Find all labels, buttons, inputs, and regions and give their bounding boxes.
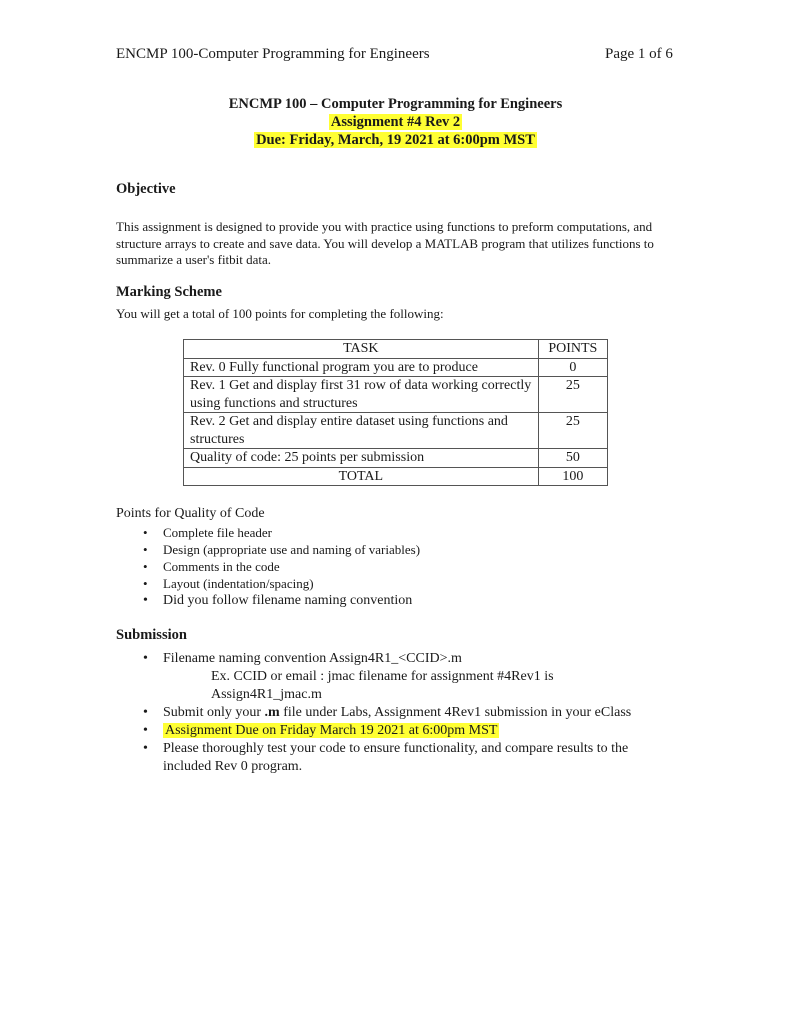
task-cell: Rev. 0 Fully functional program you are to produce bbox=[184, 358, 539, 377]
marking-intro: You will get a total of 100 points for completing the following: bbox=[116, 306, 444, 321]
quality-list bbox=[143, 524, 420, 609]
col-points: POINTS bbox=[538, 340, 607, 359]
col-task: TASK bbox=[184, 340, 539, 359]
total-value: 100 bbox=[538, 467, 607, 486]
table-row bbox=[184, 358, 608, 377]
marking-table bbox=[183, 339, 608, 486]
points-cell: 50 bbox=[538, 449, 607, 468]
objective-heading: Objective bbox=[116, 181, 176, 197]
filename-example: Ex. CCID or email : jmac filename for assignment #4Rev1 is Assign4R1_jmac.m bbox=[211, 669, 554, 702]
table-total-row bbox=[184, 467, 608, 486]
task-cell: Quality of code: 25 points per submission bbox=[184, 449, 539, 468]
header-page-number: Page 1 of 6 bbox=[605, 46, 673, 62]
table-header-row bbox=[184, 340, 608, 359]
points-cell: 25 bbox=[538, 413, 607, 449]
list-item: • Please thoroughly test your code to ensure functionality, and compare results to the included Rev 0 program. bbox=[143, 740, 663, 776]
table-row bbox=[184, 449, 608, 468]
task-cell: Rev. 2 Get and display entire dataset using functions and structures bbox=[184, 413, 539, 449]
document-title: ENCMP 100 – Computer Programming for Engineers bbox=[228, 96, 563, 112]
m-file-ext: .m bbox=[264, 705, 280, 720]
list-item: • Submit only your .m file under Labs, Assignment 4Rev1 submission in your eClass bbox=[143, 704, 663, 722]
quality-heading: Points for Quality of Code bbox=[116, 506, 265, 521]
list-item: • Design (appropriate use and naming of variables) bbox=[143, 541, 420, 558]
submission-list bbox=[143, 650, 663, 776]
task-cell: Rev. 1 Get and display first 31 row of data working correctly using functions and structures bbox=[184, 377, 539, 413]
total-label: TOTAL bbox=[184, 467, 539, 486]
title-block bbox=[0, 95, 791, 149]
table-row bbox=[184, 377, 608, 413]
due-date: Due: Friday, March, 19 2021 at 6:00pm MST bbox=[256, 132, 535, 148]
filename-convention: Filename naming convention Assign4R1_<CCID>.m bbox=[163, 651, 462, 666]
table-row bbox=[184, 413, 608, 449]
submission-heading: Submission bbox=[116, 627, 187, 643]
list-item: • Layout (indentation/spacing) bbox=[143, 575, 420, 592]
marking-heading: Marking Scheme bbox=[116, 284, 222, 300]
list-item bbox=[143, 722, 663, 740]
objective-text: This assignment is designed to provide you with practice using functions to preform computations, and structure arrays to create and save data. You will develop a MATLAB program that utilizes functions to summarize a user's fitbit data. bbox=[116, 219, 654, 267]
header-course: ENCMP 100-Computer Programming for Engineers bbox=[116, 46, 430, 62]
list-item bbox=[143, 650, 663, 704]
list-item: • Did you follow filename naming convention bbox=[143, 592, 420, 609]
list-item: • Complete file header bbox=[143, 524, 420, 541]
due-reminder: Assignment Due on Friday March 19 2021 at 6:00pm MST bbox=[165, 723, 498, 738]
assignment-label: Assignment #4 Rev 2 bbox=[330, 114, 461, 130]
list-item: • Comments in the code bbox=[143, 558, 420, 575]
points-cell: 25 bbox=[538, 377, 607, 413]
points-cell: 0 bbox=[538, 358, 607, 377]
